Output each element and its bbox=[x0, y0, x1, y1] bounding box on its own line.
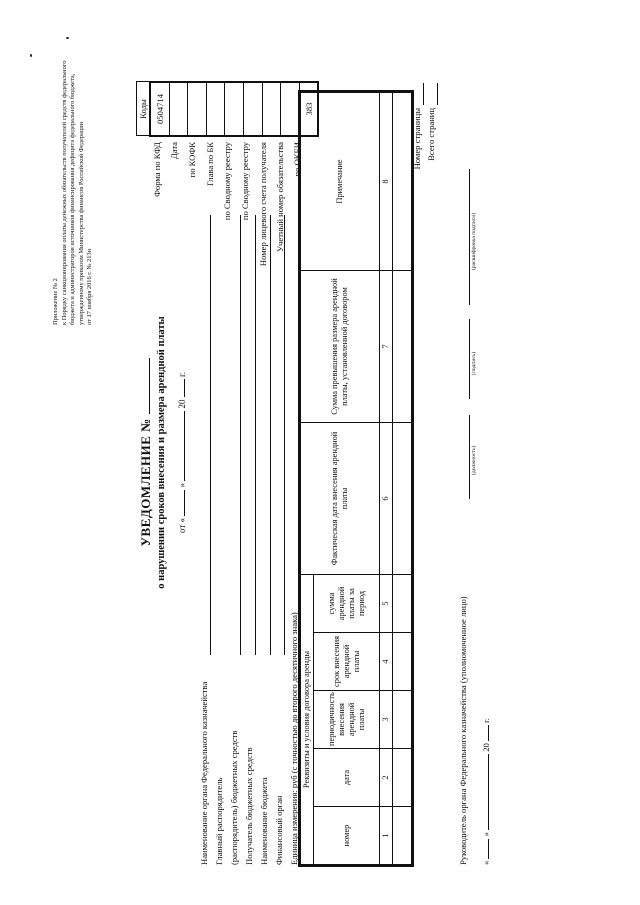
document-subtitle: о нарушении сроков внесения и размера арендной платы bbox=[156, 316, 167, 589]
treasury-fill-line bbox=[210, 215, 211, 655]
code-form: 0504714 bbox=[150, 82, 169, 136]
column-number: 4 bbox=[380, 633, 393, 691]
codes-box bbox=[136, 81, 319, 137]
table-cell bbox=[393, 633, 412, 691]
decoding-line bbox=[469, 169, 470, 305]
table-cell bbox=[393, 93, 412, 271]
decoding-caption: (расшифровка подписи) bbox=[471, 212, 477, 270]
kofk-label: по КОФК bbox=[187, 142, 197, 178]
footer-date-close: » bbox=[481, 832, 491, 837]
blank-fill-line bbox=[270, 215, 271, 655]
contract-group-header: Реквизиты и условия договора аренды bbox=[301, 575, 314, 865]
main-manager-fill-line bbox=[240, 215, 241, 655]
code-kofk bbox=[188, 82, 207, 136]
code-okei: 383 bbox=[299, 82, 318, 136]
date-header: дата bbox=[314, 749, 380, 807]
obligation-number-label: Учетный номер обязательства bbox=[275, 142, 285, 253]
code-register-2 bbox=[243, 82, 262, 136]
footer-day-line bbox=[478, 839, 489, 859]
main-manager-label: Главный распорядитель bbox=[214, 777, 224, 865]
column-number: 1 bbox=[380, 807, 393, 865]
signature-line bbox=[469, 319, 470, 399]
code-chapter bbox=[206, 82, 225, 136]
appendix-line: от 17 ноября 2016 г. № 213н bbox=[86, 248, 94, 325]
recipient-fill-line bbox=[255, 215, 256, 655]
main-manager-label-2: (распорядитель) бюджетных средств bbox=[229, 730, 239, 865]
finance-body-label: Финансовый орган bbox=[274, 795, 284, 865]
due-date-header: срок внесения арендной платы bbox=[314, 633, 380, 691]
appendix-line: утвержденному приказом Министерства финансов Российской Федерации bbox=[77, 121, 85, 325]
scan-speck bbox=[66, 37, 69, 39]
table-cell bbox=[393, 749, 412, 807]
footer-date-year: 20 bbox=[481, 743, 491, 752]
treasury-label: Наименование органа Федерального казначейства bbox=[199, 681, 209, 865]
notice-number-line bbox=[139, 358, 150, 414]
summary-register-label-2: по Сводному реестру bbox=[240, 142, 250, 221]
total-pages-line bbox=[437, 83, 438, 105]
date-suffix: г. bbox=[177, 372, 187, 377]
finance-body-fill-line bbox=[284, 215, 285, 655]
scan-speck bbox=[30, 54, 32, 57]
date-month-line bbox=[174, 411, 185, 481]
column-number: 5 bbox=[380, 575, 393, 633]
column-number: 3 bbox=[380, 691, 393, 749]
recipient-label: Получатель бюджетных средств bbox=[244, 747, 254, 865]
footer-date bbox=[478, 718, 491, 865]
excess-amount-header: Сумма превышения размера арендной платы, установленной договором bbox=[301, 271, 380, 423]
budget-chapter-label: Глава по БК bbox=[205, 142, 215, 187]
appendix-note bbox=[52, 61, 95, 325]
footer-date-open: « bbox=[481, 860, 491, 865]
note-header: Примечание bbox=[301, 93, 380, 271]
code-date bbox=[169, 82, 188, 136]
account-number-label: Номер лицевого счета получателя bbox=[258, 142, 268, 267]
code-obligation bbox=[281, 82, 300, 136]
okei-label: по ОКЕИ bbox=[292, 142, 302, 177]
signature-caption: (подпись) bbox=[471, 351, 477, 375]
appendix-line: Приложение № 2 bbox=[52, 278, 59, 325]
appendix-line: бюджета и администраторов источников финансирования дефицита федерального бюджета, bbox=[69, 73, 77, 325]
date-prefix: от « bbox=[177, 517, 187, 534]
footer-month-line bbox=[478, 754, 489, 830]
page-number-label: Номер страницы bbox=[412, 108, 422, 170]
table-cell bbox=[393, 271, 412, 423]
head-label: Руководитель органа Федерального казначейства (уполномоченное лицо) bbox=[458, 596, 468, 865]
table-cell bbox=[393, 807, 412, 865]
date-code-label: Дата bbox=[169, 142, 179, 160]
periodicity-header: периодичность внесения арендной платы bbox=[314, 691, 380, 749]
page-number-line bbox=[423, 83, 424, 105]
footer-year-line bbox=[478, 725, 489, 741]
column-number: 6 bbox=[380, 423, 393, 575]
document-title-text: УВЕДОМЛЕНИЕ № bbox=[138, 418, 153, 547]
date-year-line bbox=[174, 379, 185, 397]
date-mid: » bbox=[177, 482, 187, 488]
column-number: 8 bbox=[380, 93, 393, 271]
code-register bbox=[225, 82, 244, 136]
footer-date-suffix: г. bbox=[481, 718, 491, 723]
table-cell bbox=[393, 575, 412, 633]
form-kfd-label: Форма по КФД bbox=[152, 142, 162, 197]
position-line bbox=[469, 415, 470, 499]
total-pages-label: Всего страниц bbox=[426, 108, 436, 161]
actual-date-header: Фактическая дата внесения арендной платы bbox=[301, 423, 380, 575]
summary-register-label: по Сводному реестру bbox=[222, 142, 232, 221]
unit-label: Единица измерения: руб (с точностью до второго десятичного знака) bbox=[289, 612, 299, 865]
date-day-line bbox=[174, 490, 185, 516]
appendix-line: к Порядку санкционирования оплаты денежных обязательств получателей средств федерального bbox=[60, 60, 68, 325]
budget-name-label: Наименование бюджета bbox=[259, 777, 269, 865]
table-cell bbox=[393, 423, 412, 575]
amount-period-header: сумма арендной платы за период bbox=[314, 575, 380, 633]
codes-header: Коды bbox=[137, 82, 151, 136]
table-row bbox=[393, 93, 412, 865]
column-number: 2 bbox=[380, 749, 393, 807]
date-year: 20 bbox=[177, 399, 187, 409]
rent-violations-table bbox=[300, 92, 412, 865]
column-number: 7 bbox=[380, 271, 393, 423]
number-header: номер bbox=[314, 807, 380, 865]
table-cell bbox=[393, 691, 412, 749]
position-caption: (должность) bbox=[471, 445, 477, 475]
code-account bbox=[262, 82, 281, 136]
